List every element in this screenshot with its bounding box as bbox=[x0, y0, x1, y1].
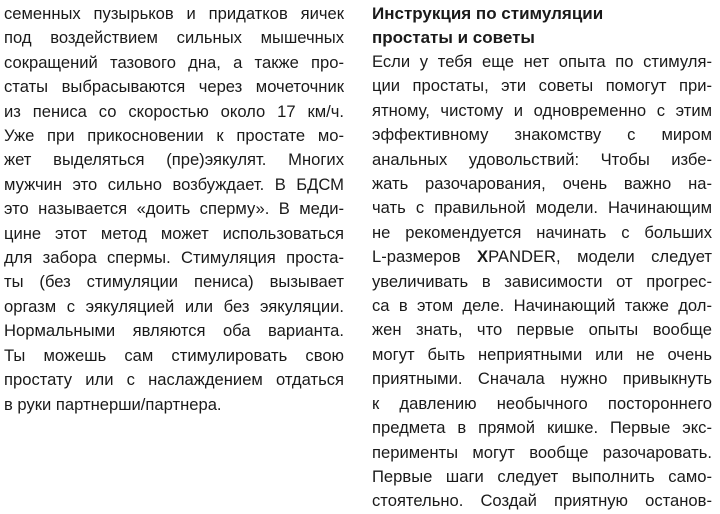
text-line: семенных пузырьков и придатков яичек bbox=[4, 4, 344, 23]
text-line-with-brand bbox=[372, 245, 712, 269]
text-line: перименты могут вообще разочаровать. bbox=[372, 442, 712, 462]
text-line: к давлению необычного постороннего bbox=[372, 393, 712, 413]
text-line: могут быть неприятными или не очень bbox=[372, 344, 712, 364]
text-line: не рекомендуется начинать с больших bbox=[372, 222, 712, 242]
text-line: жен знать, что первые опыты вообще bbox=[372, 320, 712, 340]
text-line: предмета в прямой кишке. Первые экс- bbox=[372, 418, 712, 438]
text-line: для забора спермы. Стимуляция проста- bbox=[4, 248, 344, 268]
text-line: ции простаты, эти советы помогут при- bbox=[372, 76, 712, 96]
text-line: это называется «доить сперму». В меди- bbox=[4, 199, 344, 219]
text-line: оргазм с эякуляцией или без эякуляции. bbox=[4, 296, 344, 316]
left-column bbox=[4, 2, 344, 417]
line-text-before-brand: L-размеров bbox=[372, 247, 477, 267]
text-line: простату или с наслаждением отдаться bbox=[4, 370, 344, 390]
text-line: ты (без стимуляции пениса) вызывает bbox=[4, 272, 344, 292]
text-line: эффективному знакомству с миром bbox=[372, 125, 712, 145]
text-line: Если у тебя еще нет опыта по стимуля- bbox=[372, 52, 712, 71]
left-paragraph bbox=[4, 2, 344, 417]
brand-name-rest: PANDER bbox=[488, 247, 557, 267]
text-line: сокращений тазового дна, а также про- bbox=[4, 52, 344, 72]
text-line: цине этот метод может использоваться bbox=[4, 223, 344, 243]
text-line: Уже при прикосновении к простате мо- bbox=[4, 126, 344, 146]
text-line: в руки партнерши/партнера. bbox=[4, 394, 222, 414]
right-paragraph bbox=[372, 50, 712, 514]
brand-name-x: X bbox=[477, 247, 489, 267]
text-line: анальных удовольствий: Чтобы избе- bbox=[372, 149, 712, 169]
heading-line: Инструкция по стимуляции bbox=[372, 4, 604, 23]
text-line: жет выделяться (пре)эякулят. Многих bbox=[4, 150, 344, 170]
text-line: Первые шаги следует выполнить само- bbox=[372, 466, 712, 486]
heading-line: простаты и советы bbox=[372, 28, 535, 47]
text-line: приятными. Сначала нужно привыкнуть bbox=[372, 369, 712, 389]
text-line: чать с правильной модели. Начинающим bbox=[372, 198, 712, 218]
text-line: мужчин это сильно возбуждает. В БДСМ bbox=[4, 174, 344, 194]
text-line: увеличивать в зависимости от прогрес- bbox=[372, 271, 712, 291]
text-line: ятному, чистому и одновременно с этим bbox=[372, 100, 712, 120]
text-line: под воздействием сильных мышечных bbox=[4, 28, 344, 48]
text-line: Нормальными являются оба варианта. bbox=[4, 321, 344, 341]
section-heading bbox=[372, 2, 712, 50]
text-line: из пениса со скоростью около 17 км/ч. bbox=[4, 101, 344, 121]
text-line: Ты можешь сам стимулировать свою bbox=[4, 345, 344, 365]
text-line: са в этом деле. Начинающий также дол- bbox=[372, 296, 712, 316]
line-text-after-brand: , модели следует bbox=[556, 247, 713, 267]
right-column bbox=[372, 2, 712, 514]
text-line: стоятельно. Создай приятную останов- bbox=[372, 491, 712, 511]
text-line: статы выбрасываются через мочеточник bbox=[4, 77, 344, 97]
text-line: жать разочарования, очень важно на- bbox=[372, 174, 712, 194]
